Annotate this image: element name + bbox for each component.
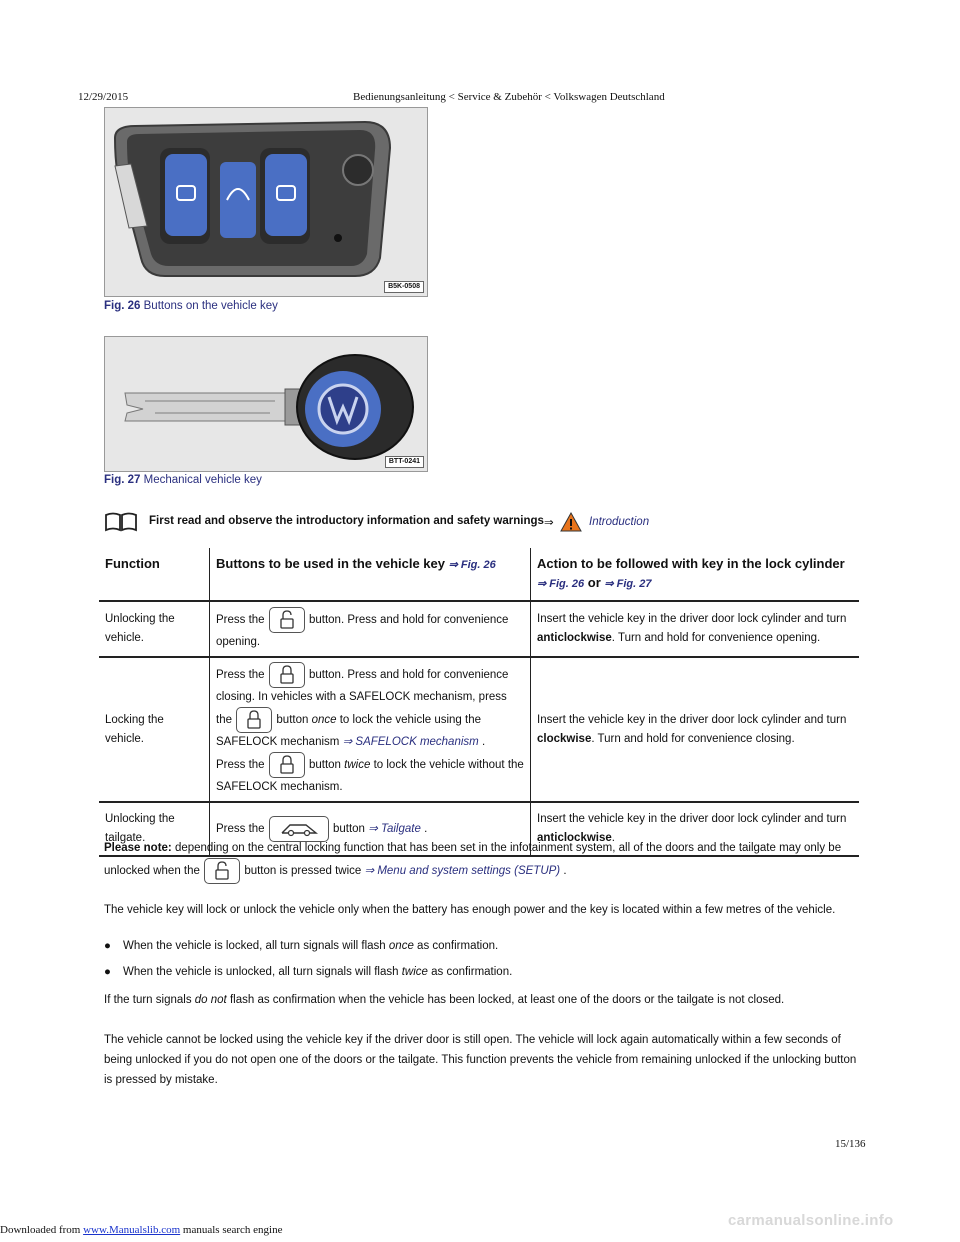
cell-italic: once [311,714,337,727]
lock-key-button-icon [236,707,272,733]
cell-action [531,601,860,657]
bullet-text: When the vehicle is locked, all turn signals will flash [123,940,386,952]
introduction-link[interactable]: Introduction [589,516,650,528]
header-action [531,548,860,601]
para-text: If the turn signals [104,994,192,1006]
safety-warning-line [104,512,804,532]
figure-code: BTT-0241 [385,456,424,468]
bullet-text: When the vehicle is unlocked, all turn signals will flash [123,966,399,978]
note-text: button is pressed twice [244,865,362,878]
cell-text: Insert the vehicle key in the driver door lock cylinder and turn [537,713,847,726]
cell-text: Press the [216,759,265,772]
cell-function: Unlocking the tailgate. [99,802,210,856]
cell-bold: anticlockwise [537,832,612,844]
bullet-icon: ● [104,966,111,978]
page-footer [0,1224,282,1236]
header-buttons-text: Buttons to be used in the vehicle key [216,556,445,571]
cell-text: Press the [216,613,265,626]
cell-text: button. Press and hold for convenience closing. In vehicles with a SAFELOCK mechanism, press the [216,669,509,727]
fig26-link[interactable]: ⇒ Fig. 26 [537,578,585,590]
turn-signal-paragraph [104,990,864,1010]
header-action-refs [537,573,853,594]
table-row [99,657,859,802]
cell-text: . [424,823,428,836]
figure-caption-text: Mechanical vehicle key [143,474,262,486]
cell-text: button [308,759,341,772]
header-date: 12/29/2015 [78,91,129,103]
tailgate-button-shape [220,162,256,238]
cell-text: button. Press and hold for convenience opening. [216,613,509,648]
footer-text: Downloaded from [0,1224,81,1236]
note-text: depending on the central locking function that has been set in the infotainment system, all of the doors and the tailgate may only be unlocked when the [104,842,842,878]
figure-label: Fig. 27 [104,474,141,486]
cell-text: to lock the vehicle using the SAFELOCK mechanism [216,714,482,748]
note-paragraph [104,838,864,884]
cell-text: . [611,832,615,844]
header-title: Bedienungsanleitung < Service & Zubehör < Volkswagen Deutschland [353,91,665,103]
cell-function: Unlocking the vehicle. [99,601,210,657]
fig26-link[interactable]: ⇒ Fig. 26 [448,559,496,571]
cell-text: button [332,823,365,836]
table-header-row [99,548,859,601]
warning-triangle-icon [560,512,582,532]
bullet-text: as confirmation. [417,940,499,952]
header-action-text: Action to be followed with key in the lock cylinder [537,556,845,571]
cell-text: Press the [216,823,265,836]
page-header [78,91,878,105]
cell-buttons [210,601,531,657]
cell-buttons [210,657,531,802]
figure-label: Fig. 26 [104,300,141,312]
cell-text: Insert the vehicle key in the driver door lock cylinder and turn [537,613,847,625]
cell-bold: clockwise [537,732,592,745]
note-text: . [563,865,567,878]
book-icon [104,512,138,532]
watermark: carmanualsonline.info [728,1212,894,1229]
lock-button-shape [265,154,307,236]
cell-text: . [481,736,486,748]
cell-bold: anticlockwise [537,632,612,644]
bullet-italic: once [388,940,414,952]
cell-text: button [276,714,309,727]
safelock-link[interactable]: ⇒ SAFELOCK mechanism [342,736,479,748]
footer-text: manuals search engine [182,1224,283,1236]
cell-text: to lock the vehicle without the SAFELOCK mechanism. [216,759,524,793]
unlock-key-button-icon [269,607,305,633]
cell-text: Press the [216,669,265,682]
unlock-button-shape [165,154,207,236]
tailgate-link[interactable]: ⇒ Tailgate [368,823,421,836]
figure-caption [104,300,278,312]
para-italic: do not [194,994,227,1006]
cell-action [531,657,860,802]
figure-mechanical-key [104,336,428,472]
cell-text: . Turn and hold for convenience opening. [611,632,821,644]
cell-function: Locking the vehicle. [99,657,210,802]
header-buttons [210,548,531,601]
fig27-link[interactable]: ⇒ Fig. 27 [604,578,652,590]
table-row [99,601,859,657]
para-text: flash as confirmation when the vehicle has been locked, at least one of the doors or the tailgate is not closed. [229,994,785,1006]
manualslib-link[interactable]: www.Manualslib.com [83,1224,181,1236]
cell-text: Insert the vehicle key in the driver door lock cylinder and turn [537,813,847,825]
figure-caption-text: Buttons on the vehicle key [143,300,278,312]
figure-code: B5K-0508 [384,281,424,293]
page-number: 15/136 [835,1138,866,1150]
header-function: Function [99,548,210,601]
key-function-table [99,548,859,857]
warning-text: First read and observe the introductory information and safety warnings [149,515,544,527]
bullet-icon: ● [104,940,111,952]
lock-key-button-icon [269,662,305,688]
figure-key-buttons [104,107,428,297]
setup-link[interactable]: ⇒ Menu and system settings (SETUP) [364,865,561,878]
unlock-key-button-icon [204,858,240,884]
bullet-text: as confirmation. [431,966,513,978]
header-or: or [587,575,601,590]
cell-text: . Turn and hold for convenience closing. [591,732,795,745]
arrow-icon: ⇒ [544,517,554,529]
key-fob-illustration [105,108,427,296]
lock-key-button-icon [269,752,305,778]
note-label: Please note: [104,842,172,854]
figure-caption [104,474,262,486]
driver-door-paragraph: The vehicle cannot be locked using the vehicle key if the driver door is still open. The vehicle will lock again automatically within a few seconds of being unlocked if you do not open one of the doors or the tailgate. This function prevents the vehicle from remaining unlocked if the unlocking button is pressed by mistake. [104,1034,857,1086]
cell-italic: twice [344,759,371,772]
mechanical-key-illustration [105,337,427,471]
battery-paragraph: The vehicle key will lock or unlock the vehicle only when the battery has enough power and the key is located within a few metres of the vehicle. [104,904,836,916]
bullet-italic: twice [401,966,428,978]
